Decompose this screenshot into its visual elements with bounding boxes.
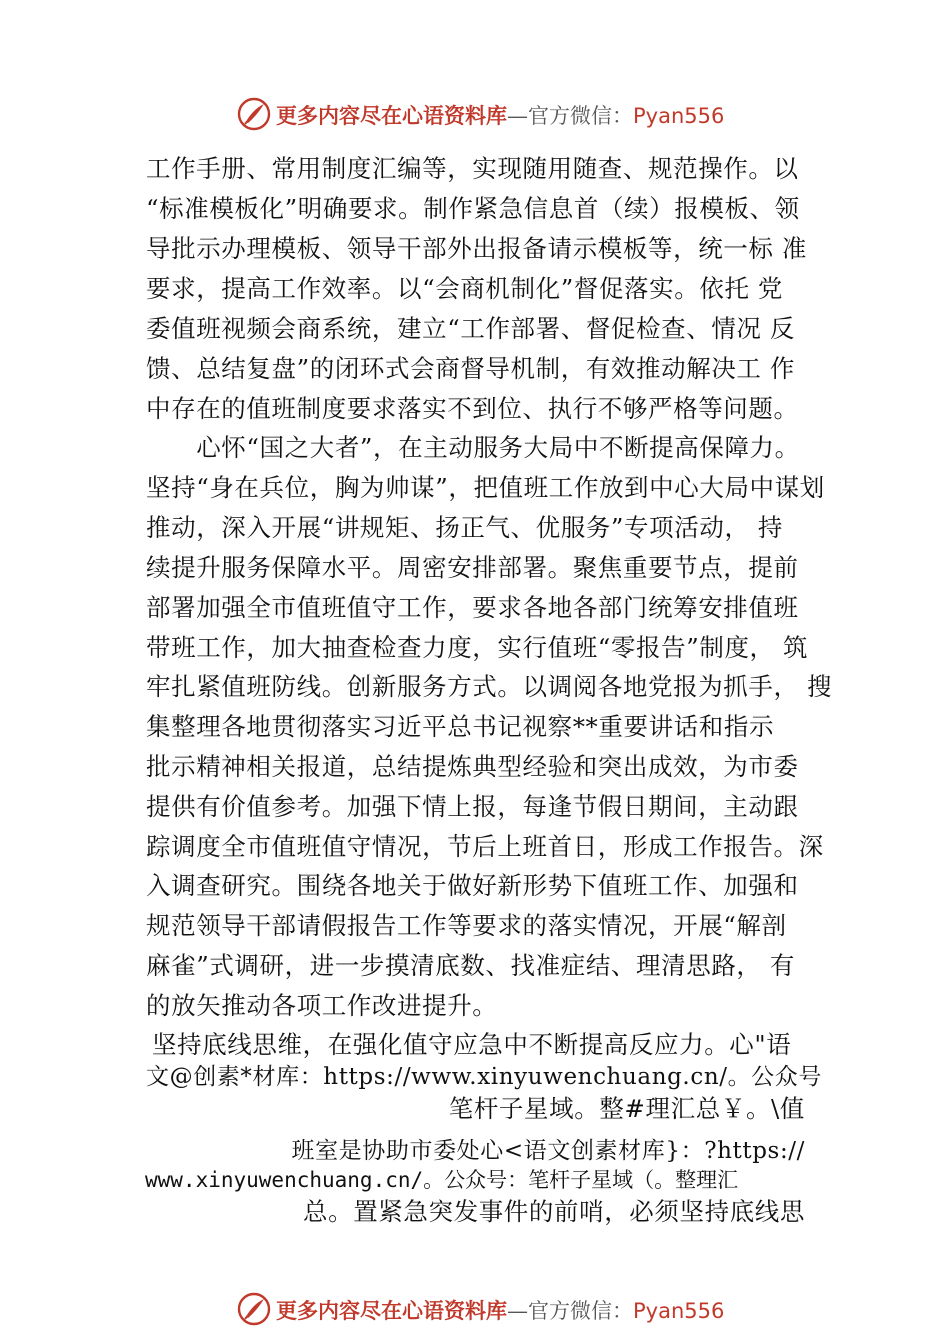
body-line: 推动，深入开展“讲规矩、扬正气、优服务”专项活动， 持 bbox=[146, 513, 784, 542]
body-line: 的放矢推动各项工作改进提升。 bbox=[146, 991, 498, 1020]
tail-line: 笔杆子星域。整#理汇总￥。\值 bbox=[448, 1094, 805, 1123]
body-line: 工作手册、常用制度汇编等，实现随用随查、规范操作。以 bbox=[146, 154, 799, 183]
banner-grey-text: —官方微信： bbox=[507, 1299, 633, 1323]
banner-wechat-id: Pyan556 bbox=[633, 104, 725, 128]
banner-text bbox=[276, 100, 724, 130]
tail-line: www.xinyuwenchuang.cn/。公众号：笔杆子星域（。整理汇 bbox=[145, 1168, 739, 1192]
body-line: 麻雀”式调研，进一步摸清底数、找准症结、理清思路， 有 bbox=[146, 951, 796, 980]
tail-line: 班室是协助市委处心<语文创素材库}：?https:// bbox=[291, 1138, 805, 1164]
tail-line: 坚持底线思维，在强化值守应急中不断提高反应力。心"语 bbox=[152, 1030, 792, 1059]
banner-wechat-id: Pyan556 bbox=[633, 1299, 725, 1323]
body-line: 牢扎紧值班防线。创新服务方式。以调阅各地党报为抓手， 搜 bbox=[146, 672, 833, 701]
banner-red-text: 更多内容尽在心语资料库 bbox=[276, 1298, 507, 1323]
body-line: 续提升服务保障水平。周密安排部署。聚焦重要节点，提前 bbox=[146, 553, 799, 582]
body-line: 坚持“身在兵位，胸为帅谋”，把值班工作放到中心大局中谋划 bbox=[146, 473, 825, 502]
body-line: “标准模板化”明确要求。制作紧急信息首（续）报模板、领 bbox=[146, 194, 800, 223]
body-line: 心怀“国之大者”，在主动服务大局中不断提高保障力。 bbox=[146, 433, 800, 462]
body-line: 带班工作，加大抽查检查力度，实行值班“零报告”制度， 筑 bbox=[146, 633, 809, 662]
header-banner bbox=[0, 92, 950, 136]
body-line: 导批示办理模板、领导干部外出报备请示模板等，统一标 准 bbox=[146, 234, 807, 263]
body-line: 要求，提高工作效率。以“会商机制化”督促落实。依托 党 bbox=[146, 274, 784, 303]
tail-line: 总。置紧急突发事件的前哨，必须坚持底线思 bbox=[303, 1197, 805, 1226]
body-line: 部署加强全市值班值守工作，要求各地各部门统筹安排值班 bbox=[146, 593, 799, 622]
body-line: 踪调度全市值班值守情况，节后上班首日，形成工作报告。深 bbox=[146, 832, 824, 861]
body-line: 委值班视频会商系统，建立“工作部署、督促检查、情况 反 bbox=[146, 314, 796, 343]
body-line: 批示精神相关报道，总结提炼典型经验和突出成效，为市委 bbox=[146, 752, 799, 781]
body-line: 馈、总结复盘”的闭环式会商督导机制，有效推动解决工 作 bbox=[146, 354, 796, 383]
body-line: 提供有价值参考。加强下情上报，每逢节假日期间，主动跟 bbox=[146, 792, 799, 821]
quill-logo-icon bbox=[236, 1291, 272, 1327]
body-line: 规范领导干部请假报告工作等要求的落实情况，开展“解剖 bbox=[146, 911, 787, 940]
quill-logo-icon bbox=[236, 96, 272, 132]
body-line: 中存在的值班制度要求落实不到位、执行不够严格等问题。 bbox=[146, 394, 799, 423]
banner-text bbox=[276, 1295, 724, 1325]
body-line: 入调查研究。围绕各地关于做好新形势下值班工作、加强和 bbox=[146, 871, 799, 900]
body-line: 集整理各地贯彻落实习近平总书记视察**重要讲话和指示 bbox=[146, 712, 775, 741]
banner-red-text: 更多内容尽在心语资料库 bbox=[276, 103, 507, 128]
tail-line: 文@创素*材库：https://www.xinyuwenchuang.cn/。公众号 bbox=[146, 1064, 822, 1090]
banner-grey-text: —官方微信： bbox=[507, 104, 633, 128]
footer-banner bbox=[0, 1287, 950, 1331]
